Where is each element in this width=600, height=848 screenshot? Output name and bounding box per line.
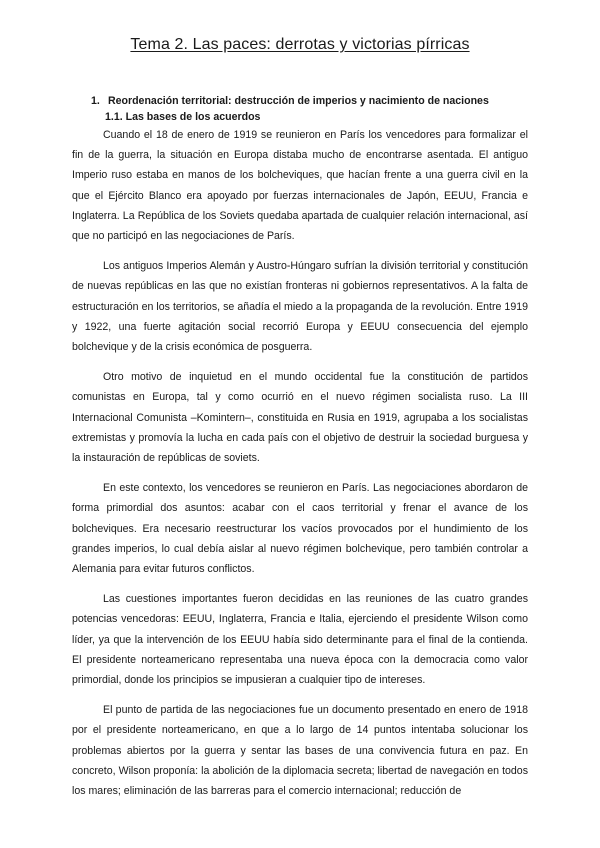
section-title: Reordenación territorial: destrucción de imperios y nacimiento de naciones bbox=[107, 95, 489, 107]
subsection-heading: 1.1. Las bases de los acuerdos bbox=[105, 111, 261, 123]
paragraph: En este contexto, los vencedores se reunieron en París. Las negociaciones abordaron de forma primordial dos asuntos: acabar con el caos territorial y frenar el avance de los bolcheviques. Era necesario reestructurar los vacíos provocados por el hundimiento de los grandes imperios, lo cual debía aislar al nuevo régimen bolchevique, pero también controlar a Alemania para evitar futuros conflictos. bbox=[72, 482, 528, 576]
paragraph: Otro motivo de inquietud en el mundo occidental fue la constitución de partidos comunistas en Europa, tal y como ocurrió en el nuevo régimen socialista ruso. La III Internacional Comunista –Komintern–, constituida en Rusia en 1919, agrupaba a los socialistas extremistas y promovía la lucha en cada país con el objetivo de destruir la sociedad burguesa y la instauración de repúblicas de soviets. bbox=[72, 371, 528, 465]
document-title: Tema 2. Las paces: derrotas y victorias pírricas bbox=[130, 36, 470, 53]
document-body bbox=[72, 93, 528, 811]
section-number: 1. bbox=[91, 95, 100, 107]
paragraph: Cuando el 18 de enero de 1919 se reunieron en París los vencedores para formalizar el fin de la guerra, la situación en Europa distaba mucho de encontrarse asentada. El antiguo Imperio ruso estaba en manos de los bolcheviques, que hacían frente a una guerra civil en la que el Ejército Blanco era apoyado por fuerzas internacionales de Japón, EEUU, Francia e Inglaterra. La República de los Soviets quedaba apartada de cualquier relación internacional, así que no participó en las negociaciones de París. bbox=[72, 129, 528, 243]
paragraph: Los antiguos Imperios Alemán y Austro-Húngaro sufrían la división territorial y constitución de nuevas repúblicas en las que no existían fronteras ni gobiernos representativos. A la falta de estructuración en los territorios, se añadía el miedo a la propaganda de la revolución. Entre 1919 y 1922, una fuerte agitación social recorrió Europa y EEUU consecuencia del ejemplo bolchevique y de la crisis económica de posguerra. bbox=[72, 260, 528, 354]
section-heading bbox=[72, 93, 528, 109]
paragraph: Las cuestiones importantes fueron decididas en las reuniones de las cuatro grandes potencias vencedoras: EEUU, Inglaterra, Francia e Italia, ejerciendo el presidente Wilson como líder, ya que la intervención de los EEUU había sido determinante para el final de la contienda. El presidente norteamericano representaba una nueva época con la democracia como valor primordial, donde los principios se impusieran a cualquier tipo de intereses. bbox=[72, 593, 528, 687]
paragraph: El punto de partida de las negociaciones fue un documento presentado en enero de 1918 por el presidente norteamericano, en que a lo largo de 14 puntos intentaba solucionar los problemas abiertos por la guerra y sentar las bases de una convivencia futura en paz. En concreto, Wilson proponía: la abolición de la diplomacia secreta; libertad de navegación en todos los mares; eliminación de las barreras para el comercio internacional; reducción de bbox=[72, 704, 528, 798]
